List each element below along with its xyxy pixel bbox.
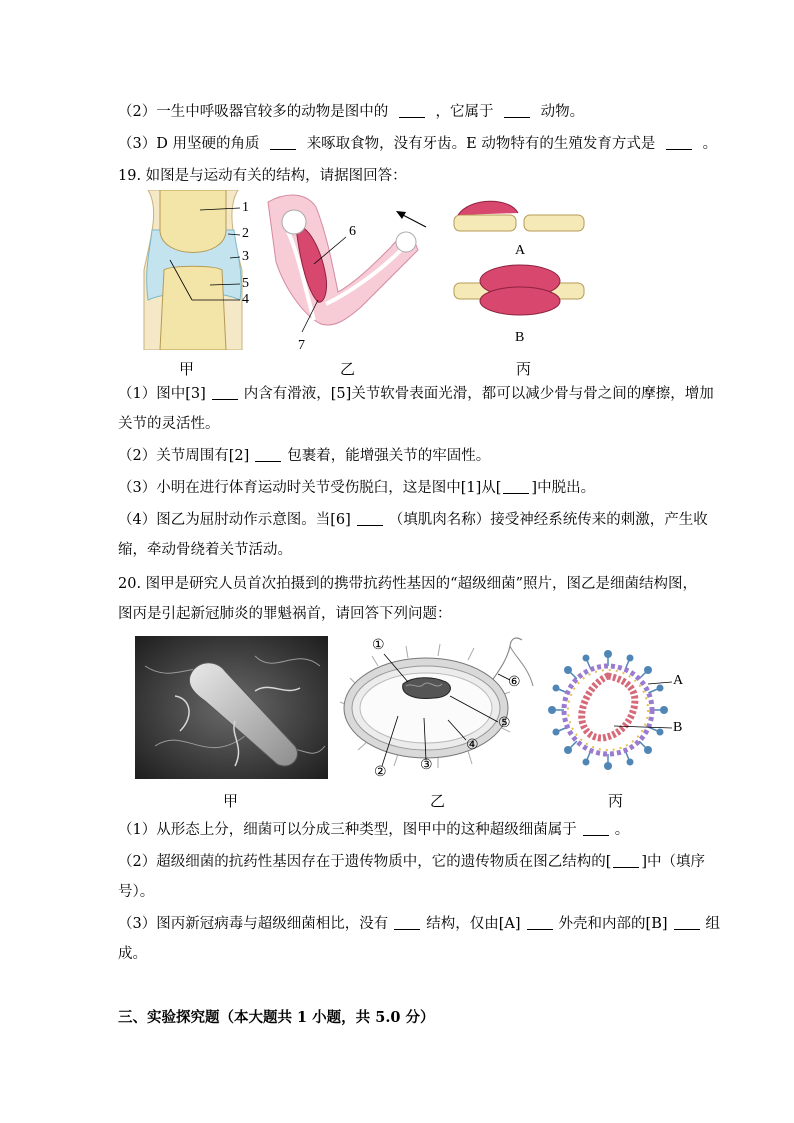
muscle-label-A: A xyxy=(515,243,526,258)
arm-figure xyxy=(266,192,441,342)
answer-blank[interactable] xyxy=(503,479,529,494)
answer-blank[interactable] xyxy=(270,135,296,150)
q19-sub1-cont: 关节的灵活性。 xyxy=(118,416,220,432)
answer-blank[interactable] xyxy=(666,135,692,150)
joint-label-4: 4 xyxy=(242,292,249,307)
caption-yi: 乙 xyxy=(340,360,356,378)
caption-yi: 乙 xyxy=(430,792,446,810)
bacteria-photo xyxy=(135,636,328,779)
arm-label-6: 6 xyxy=(349,224,356,239)
answer-blank[interactable] xyxy=(613,853,639,868)
joint-label-1: 1 xyxy=(242,200,249,215)
q18-line-2: （2）一生中呼吸器官较多的动物是图中的 ，它属于 动物。 xyxy=(118,104,585,120)
joint-label-3: 3 xyxy=(242,249,249,264)
q19-sub1: （1）图中[3] 内含有滑液，[5]关节软骨表面光滑，都可以减少骨与骨之间的摩擦，增加 xyxy=(118,386,714,402)
caption-bing: 丙 xyxy=(608,792,624,810)
bacterium-structure xyxy=(338,636,538,781)
muscle-label-B: B xyxy=(515,330,525,345)
joint-label-5: 5 xyxy=(242,276,249,291)
q20-sub3: （3）图丙新冠病毒与超级细菌相比，没有 结构，仅由[A] 外壳和内部的[B] 组 xyxy=(118,916,721,932)
bacterium-label-2: ② xyxy=(374,765,387,780)
q20-sub2: （2）超级细菌的抗药性基因存在于遗传物质中，它的遗传物质在图乙结构的[ ]中（填序 xyxy=(118,854,706,870)
coronavirus-figure xyxy=(548,650,678,780)
joint-figure xyxy=(130,190,260,350)
answer-blank[interactable] xyxy=(674,915,700,930)
q20-stem-1: 20. 图甲是研究人员首次拍摄到的携带抗药性基因的“超级细菌”照片，图乙是细菌结构图， xyxy=(118,576,697,592)
answer-blank[interactable] xyxy=(583,821,609,836)
q20-sub1: （1）从形态上分，细菌可以分成三种类型，图甲中的这种超级细菌属于 。 xyxy=(118,822,630,838)
q20-sub3-cont: 成。 xyxy=(118,946,147,962)
q19-sub4: （4）图乙为屈肘动作示意图。当[6] （填肌肉名称）接受神经系统传来的刺激，产生收 xyxy=(118,512,708,528)
q20-sub2-cont: 号）。 xyxy=(118,884,155,900)
bacterium-label-3: ③ xyxy=(420,758,433,773)
bacterium-label-1: ① xyxy=(372,638,385,653)
answer-blank[interactable] xyxy=(255,447,281,462)
bacterium-label-6: ⑥ xyxy=(508,675,521,690)
caption-jia: 甲 xyxy=(223,792,239,810)
q20-stem-2: 图丙是引起新冠肺炎的罪魁祸首，请回答下列问题： xyxy=(118,606,452,622)
bacterium-label-4: ④ xyxy=(466,738,479,753)
q19-sub2: （2）关节周围有[2] 包裹着，能增强关节的牢固性。 xyxy=(118,448,491,464)
bacterium-label-5: ⑤ xyxy=(498,716,511,731)
arm-label-7: 7 xyxy=(298,338,305,353)
virus-label-A: A xyxy=(673,673,684,688)
answer-blank[interactable] xyxy=(399,103,425,118)
joint-label-2: 2 xyxy=(242,226,249,241)
caption-jia: 甲 xyxy=(179,360,195,378)
section-3-heading: 三、实验探究题（本大题共 1 小题，共 5.0 分） xyxy=(118,1009,435,1026)
answer-blank[interactable] xyxy=(212,385,238,400)
answer-blank[interactable] xyxy=(357,511,383,526)
virus-label-B: B xyxy=(673,720,683,735)
answer-blank[interactable] xyxy=(504,103,530,118)
caption-bing: 丙 xyxy=(516,360,532,378)
answer-blank[interactable] xyxy=(394,915,420,930)
answer-blank[interactable] xyxy=(527,915,553,930)
q18-line-3: （3）D 用坚硬的角质 来啄取食物，没有牙齿。E 动物特有的生殖发育方式是 。 xyxy=(118,136,718,152)
q19-stem: 19. 如图是与运动有关的结构，请据图回答： xyxy=(118,168,407,184)
q19-sub4-cont: 缩，牵动骨绕着关节活动。 xyxy=(118,542,292,558)
q19-sub3: （3）小明在进行体育运动时关节受伤脱臼，这是图中[1]从[ ]中脱出。 xyxy=(118,480,596,496)
